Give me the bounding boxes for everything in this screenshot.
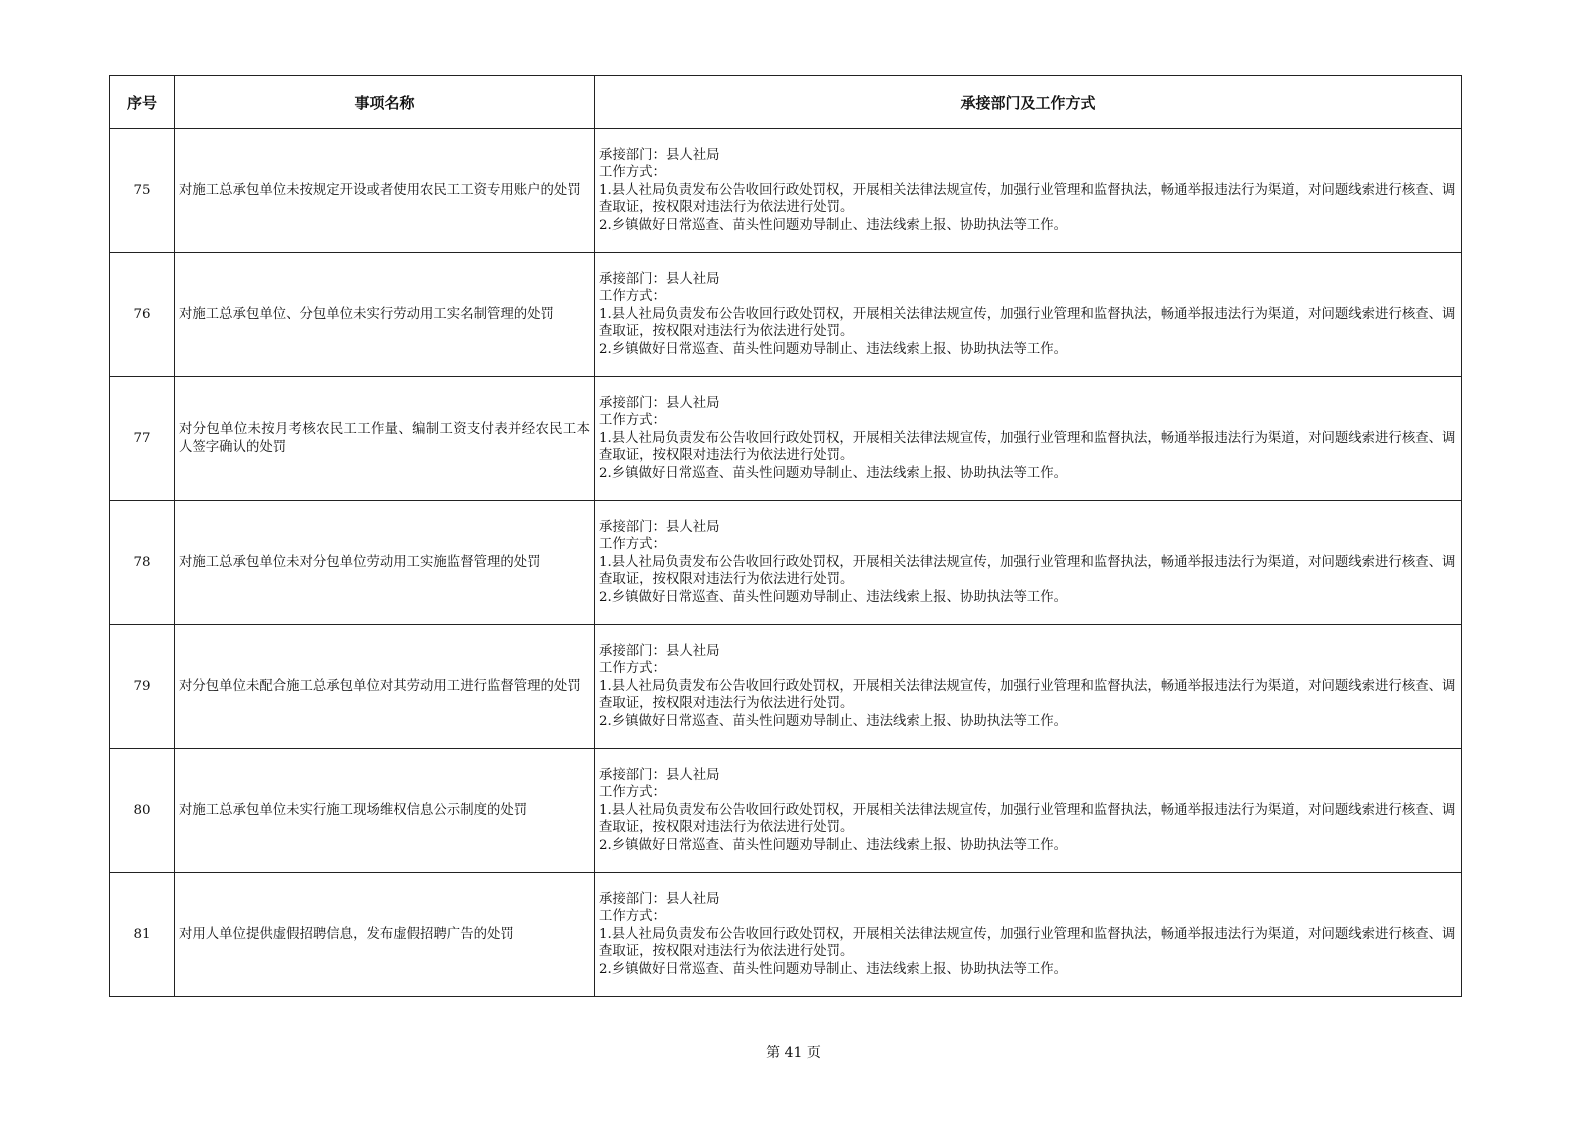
header-dept: 承接部门及工作方式 (595, 76, 1462, 129)
dept-method-cell (595, 625, 1462, 749)
items-table (109, 75, 1462, 997)
dept-line: 承接部门：县人社局 (599, 147, 720, 163)
method-step-1: 1.县人社局负责发布公告收回行政处罚权，开展相关法律法规宣传，加强行业管理和监督执法，畅通举报违法行为渠道，对问题线索进行核查、调查取证，按权限对违法行为依法进行处罚。 (599, 306, 1456, 340)
dept-line: 承接部门：县人社局 (599, 271, 720, 287)
dept-method-cell (595, 377, 1462, 501)
method-step-1: 1.县人社局负责发布公告收回行政处罚权，开展相关法律法规宣传，加强行业管理和监督执法，畅通举报违法行为渠道，对问题线索进行核查、调查取证，按权限对违法行为依法进行处罚。 (599, 802, 1456, 836)
dept-line: 承接部门：县人社局 (599, 395, 720, 411)
method-label: 工作方式： (599, 909, 666, 925)
method-label: 工作方式： (599, 785, 666, 801)
method-label: 工作方式： (599, 289, 666, 305)
method-step-2: 2.乡镇做好日常巡查、苗头性问题劝导制止、违法线索上报、协助执法等工作。 (599, 341, 1068, 357)
row-number: 76 (110, 253, 175, 377)
header-no: 序号 (110, 76, 175, 129)
dept-method-cell (595, 129, 1462, 253)
table-row (110, 625, 1462, 749)
dept-line: 承接部门：县人社局 (599, 519, 720, 535)
method-label: 工作方式： (599, 413, 666, 429)
method-step-1: 1.县人社局负责发布公告收回行政处罚权，开展相关法律法规宣传，加强行业管理和监督执法，畅通举报违法行为渠道，对问题线索进行核查、调查取证，按权限对违法行为依法进行处罚。 (599, 678, 1456, 712)
method-label: 工作方式： (599, 661, 666, 677)
item-name: 对分包单位未配合施工总承包单位对其劳动用工进行监督管理的处罚 (175, 625, 595, 749)
item-name: 对分包单位未按月考核农民工工作量、编制工资支付表并经农民工本人签字确认的处罚 (175, 377, 595, 501)
method-step-2: 2.乡镇做好日常巡查、苗头性问题劝导制止、违法线索上报、协助执法等工作。 (599, 589, 1068, 605)
method-step-2: 2.乡镇做好日常巡查、苗头性问题劝导制止、违法线索上报、协助执法等工作。 (599, 837, 1068, 853)
row-number: 78 (110, 501, 175, 625)
table-row (110, 873, 1462, 997)
table-body (110, 129, 1462, 997)
table-row (110, 749, 1462, 873)
table-row (110, 377, 1462, 501)
dept-line: 承接部门：县人社局 (599, 767, 720, 783)
dept-method-cell (595, 873, 1462, 997)
item-name: 对施工总承包单位未对分包单位劳动用工实施监督管理的处罚 (175, 501, 595, 625)
method-step-1: 1.县人社局负责发布公告收回行政处罚权，开展相关法律法规宣传，加强行业管理和监督执法，畅通举报违法行为渠道，对问题线索进行核查、调查取证，按权限对违法行为依法进行处罚。 (599, 554, 1456, 588)
method-step-2: 2.乡镇做好日常巡查、苗头性问题劝导制止、违法线索上报、协助执法等工作。 (599, 713, 1068, 729)
dept-method-cell (595, 749, 1462, 873)
table-header (110, 76, 1462, 129)
dept-method-cell (595, 253, 1462, 377)
method-step-1: 1.县人社局负责发布公告收回行政处罚权，开展相关法律法规宣传，加强行业管理和监督执法，畅通举报违法行为渠道，对问题线索进行核查、调查取证，按权限对违法行为依法进行处罚。 (599, 926, 1456, 960)
table-row (110, 253, 1462, 377)
dept-line: 承接部门：县人社局 (599, 891, 720, 907)
method-step-2: 2.乡镇做好日常巡查、苗头性问题劝导制止、违法线索上报、协助执法等工作。 (599, 217, 1068, 233)
method-step-1: 1.县人社局负责发布公告收回行政处罚权，开展相关法律法规宣传，加强行业管理和监督执法，畅通举报违法行为渠道，对问题线索进行核查、调查取证，按权限对违法行为依法进行处罚。 (599, 182, 1456, 216)
method-step-2: 2.乡镇做好日常巡查、苗头性问题劝导制止、违法线索上报、协助执法等工作。 (599, 961, 1068, 977)
dept-method-cell (595, 501, 1462, 625)
table-row (110, 129, 1462, 253)
item-name: 对用人单位提供虚假招聘信息，发布虚假招聘广告的处罚 (175, 873, 595, 997)
row-number: 80 (110, 749, 175, 873)
page-number: 第 41 页 (766, 1045, 821, 1061)
method-label: 工作方式： (599, 537, 666, 553)
item-name: 对施工总承包单位未按规定开设或者使用农民工工资专用账户的处罚 (175, 129, 595, 253)
row-number: 75 (110, 129, 175, 253)
row-number: 77 (110, 377, 175, 501)
method-label: 工作方式： (599, 165, 666, 181)
dept-line: 承接部门：县人社局 (599, 643, 720, 659)
item-name: 对施工总承包单位、分包单位未实行劳动用工实名制管理的处罚 (175, 253, 595, 377)
row-number: 79 (110, 625, 175, 749)
table-row (110, 501, 1462, 625)
item-name: 对施工总承包单位未实行施工现场维权信息公示制度的处罚 (175, 749, 595, 873)
method-step-2: 2.乡镇做好日常巡查、苗头性问题劝导制止、违法线索上报、协助执法等工作。 (599, 465, 1068, 481)
header-name: 事项名称 (175, 76, 595, 129)
method-step-1: 1.县人社局负责发布公告收回行政处罚权，开展相关法律法规宣传，加强行业管理和监督执法，畅通举报违法行为渠道，对问题线索进行核查、调查取证，按权限对违法行为依法进行处罚。 (599, 430, 1456, 464)
header-row (110, 76, 1462, 129)
row-number: 81 (110, 873, 175, 997)
